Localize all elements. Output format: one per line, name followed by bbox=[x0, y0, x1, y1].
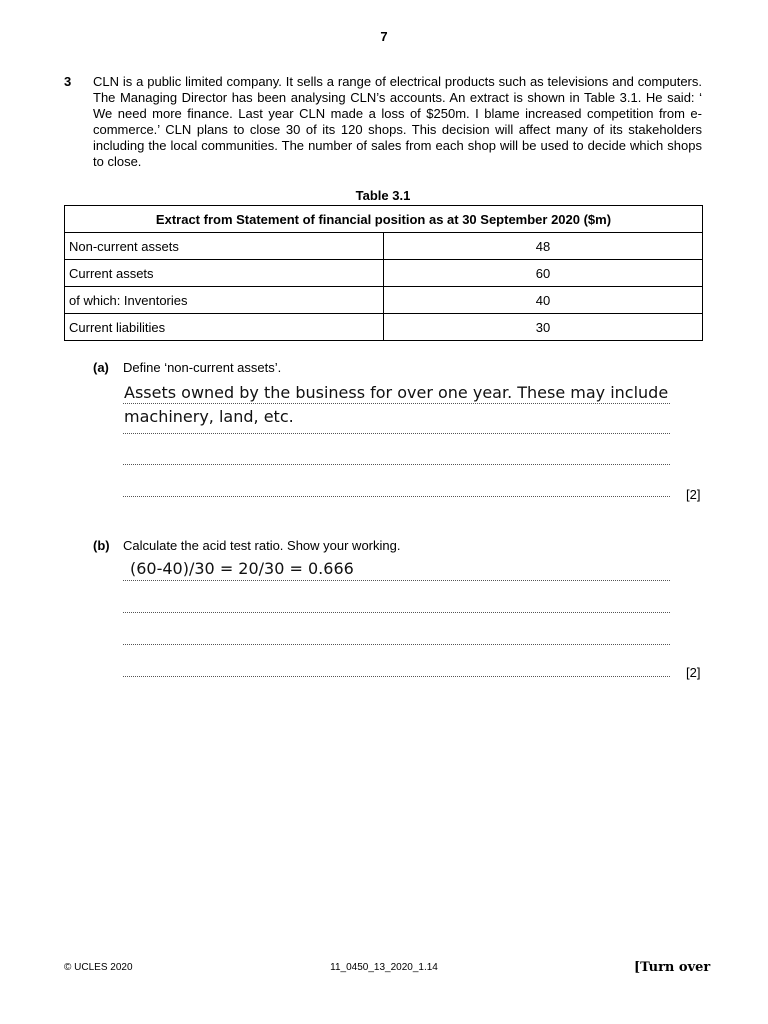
table-row bbox=[65, 314, 703, 341]
row-label-current-assets: Current assets bbox=[65, 260, 384, 287]
row-value-inventories: 40 bbox=[384, 287, 703, 314]
row-value-non-current-assets: 48 bbox=[384, 233, 703, 260]
row-label-inventories: of which: Inventories bbox=[65, 287, 384, 314]
answer-line[interactable] bbox=[123, 403, 670, 404]
footer-copyright: © UCLES 2020 bbox=[64, 962, 133, 973]
answer-line[interactable] bbox=[123, 496, 670, 497]
page-number: 7 bbox=[380, 29, 388, 44]
row-label-non-current-assets: Non-current assets bbox=[65, 233, 384, 260]
footer-paper-code: 11_0450_13_2020_1.14 bbox=[330, 962, 438, 973]
question-stem: CLN is a public limited company. It sells a range of electrical products such as televisions and computers. The Managing Director has been analysing CLN’s accounts. An extract is shown in Table 3.1. He said: ‘ We need more finance. Last year CLN made a loss of $250m. I blame increased competition from e-commerce.’ CLN plans to close 30 of its 120 shops. This decision will affect many of its stakeholders including the local communities. The number of sales from each shop will be used to decide which shops to close. bbox=[93, 74, 702, 169]
answer-line[interactable] bbox=[123, 580, 670, 581]
financial-position-table bbox=[64, 205, 703, 341]
part-a-label: (a) bbox=[93, 360, 109, 375]
answer-line[interactable] bbox=[123, 433, 670, 434]
part-b-marks: [2] bbox=[686, 665, 701, 680]
part-a-marks: [2] bbox=[686, 487, 701, 502]
table-caption: Table 3.1 bbox=[355, 188, 411, 203]
row-label-current-liabilities: Current liabilities bbox=[65, 314, 384, 341]
turn-over-label: [Turn over bbox=[634, 960, 711, 975]
table-row bbox=[65, 260, 703, 287]
row-value-current-assets: 60 bbox=[384, 260, 703, 287]
part-b-answer: (60-40)/30 = 20/30 = 0.666 bbox=[130, 559, 354, 578]
part-a-answer-line2: machinery, land, etc. bbox=[124, 407, 294, 426]
table-row bbox=[65, 287, 703, 314]
answer-line[interactable] bbox=[123, 464, 670, 465]
part-a-prompt: Define ‘non-current assets’. bbox=[123, 360, 282, 375]
question-number: 3 bbox=[64, 74, 72, 89]
part-b-label: (b) bbox=[93, 538, 110, 553]
table-row bbox=[65, 233, 703, 260]
part-b-prompt: Calculate the acid test ratio. Show your working. bbox=[123, 538, 401, 553]
table-header-row bbox=[65, 206, 703, 233]
row-value-current-liabilities: 30 bbox=[384, 314, 703, 341]
answer-line[interactable] bbox=[123, 644, 670, 645]
answer-line[interactable] bbox=[123, 676, 670, 677]
part-a-answer-line1: Assets owned by the business for over one year. These may include bbox=[124, 383, 669, 402]
table-header: Extract from Statement of financial position as at 30 September 2020 ($m) bbox=[65, 206, 703, 233]
answer-line[interactable] bbox=[123, 612, 670, 613]
